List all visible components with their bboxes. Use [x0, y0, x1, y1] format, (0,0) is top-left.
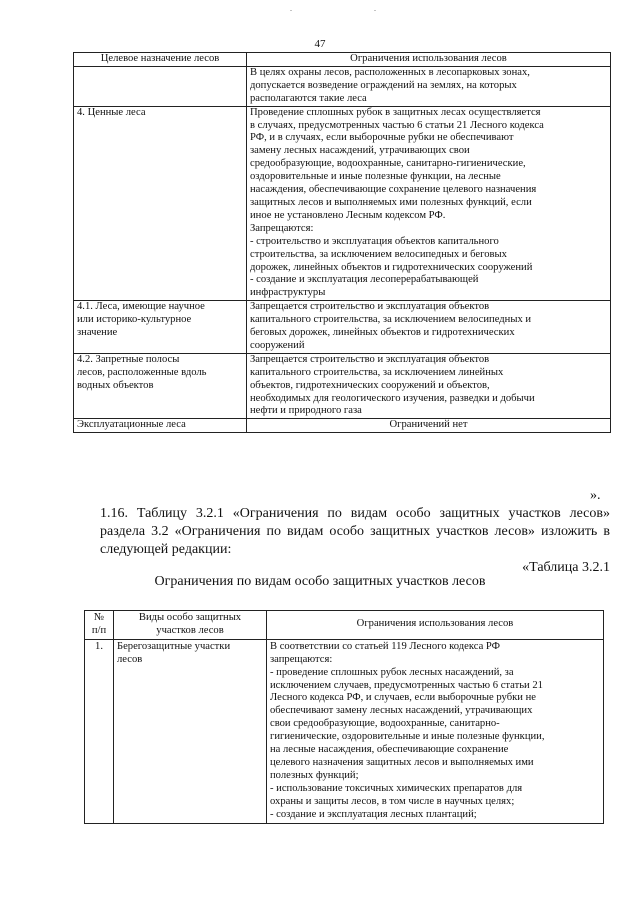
- table-row: [85, 639, 604, 823]
- table-title: Ограничения по видам особо защитных участков лесов: [154, 574, 486, 589]
- amendment-text: 1.16. Таблицу 3.2.1 «Ограничения по видам особо защитных участков лесов» раздела 3.2 «Ограничения по видам особо защитных участков лесов» изложить в следующей редакции:: [100, 506, 610, 557]
- restriction-cell: В соответствии со статьей 119 Лесного кодекса РФ запрещаются: - проведение сплошных рубок лесных насаждений, за исключением случаев, предусмотренных частью 6 статьи 21 Лесного кодекса РФ, и случаев, если выборочные рубки не обеспечивают замену лесных насаждений, утрачивающих свои средообразующие, водоохранные, санитарно- гигиенические, оздоровительные и иные полезные функции, на лесные насаждения, обеспечивающие сохранение целевого назначения защитных лесов и выполняемых ими полезных функций; - использование токсичных химических препаратов для охраны и защиты лесов, в том числе в научных целях; - создание и эксплуатация лесных плантаций;: [267, 639, 604, 823]
- table-header-row: [74, 53, 611, 67]
- header-purpose: Целевое назначение лесов: [74, 53, 247, 67]
- table-label: «Таблица 3.2.1: [522, 560, 610, 575]
- purpose-cell: 4.2. Запретные полосы лесов, расположенные вдоль водных объектов: [74, 353, 247, 419]
- purpose-cell: 4. Ценные леса: [74, 106, 247, 301]
- header-restrictions: Ограничения использования лесов: [267, 611, 604, 640]
- restriction-cell: В целях охраны лесов, расположенных в лесопарковых зонах, допускается возведение ограждений на землях, на которых располагаются такие леса: [247, 66, 611, 106]
- amendment-paragraph: [100, 505, 610, 559]
- header-number: № п/п: [85, 611, 114, 640]
- restriction-cell: Проведение сплошных рубок в защитных лесах осуществляется в случаях, предусмотренных частью 6 статьи 21 Лесного кодекса РФ, и в случаях, если выборочные рубки не обеспечивают замену лесных насаждений, утрачивающих свои средообразующие, водоохранные, санитарно-гигиенические, оздоровительные и иные полезные функции, на лесные насаждения, обеспечивающие сохранение целевого назначения защитных лесов и выполняемых ими полезных функций, если иное не установлено Лесным кодексом РФ. Запрещаются: - строительство и эксплуатация объектов капитального строительства, за исключением велосипедных и беговых дорожек, линейных объектов и гидротехнических сооружений - создание и эксплуатация лесоперерабатывающей инфраструктуры: [247, 106, 611, 301]
- table-row: [74, 66, 611, 106]
- forest-purpose-table: [73, 52, 611, 433]
- row-number: 1.: [85, 639, 114, 823]
- protected-areas-table: [84, 610, 604, 824]
- table-row: [74, 106, 611, 301]
- scan-specks: . .: [290, 4, 416, 13]
- header-restrictions: Ограничения использования лесов: [247, 53, 611, 67]
- kind-cell: Берегозащитные участки лесов: [114, 639, 267, 823]
- restriction-cell: Запрещается строительство и эксплуатация объектов капитального строительства, за исключением велосипедных и беговых дорожек, линейных объектов и гидротехнических сооружений: [247, 301, 611, 354]
- purpose-cell: 4.1. Леса, имеющие научное или историко-культурное значение: [74, 301, 247, 354]
- table-row: [74, 353, 611, 419]
- page-number: 47: [314, 38, 326, 50]
- purpose-cell: Эксплуатационные леса: [74, 419, 247, 433]
- restriction-cell: Запрещается строительство и эксплуатация объектов капитального строительства, за исключением линейных объектов, гидротехнических сооружений и объектов, необходимых для геологического изучения, разведки и добычи нефти и природного газа: [247, 353, 611, 419]
- header-kind: Виды особо защитных участков лесов: [114, 611, 267, 640]
- purpose-cell: [74, 66, 247, 106]
- table-row: [74, 419, 611, 433]
- table-row: [74, 301, 611, 354]
- restriction-cell: Ограничений нет: [247, 419, 611, 433]
- table-header-row: [85, 611, 604, 640]
- closing-quote: ».: [590, 488, 601, 503]
